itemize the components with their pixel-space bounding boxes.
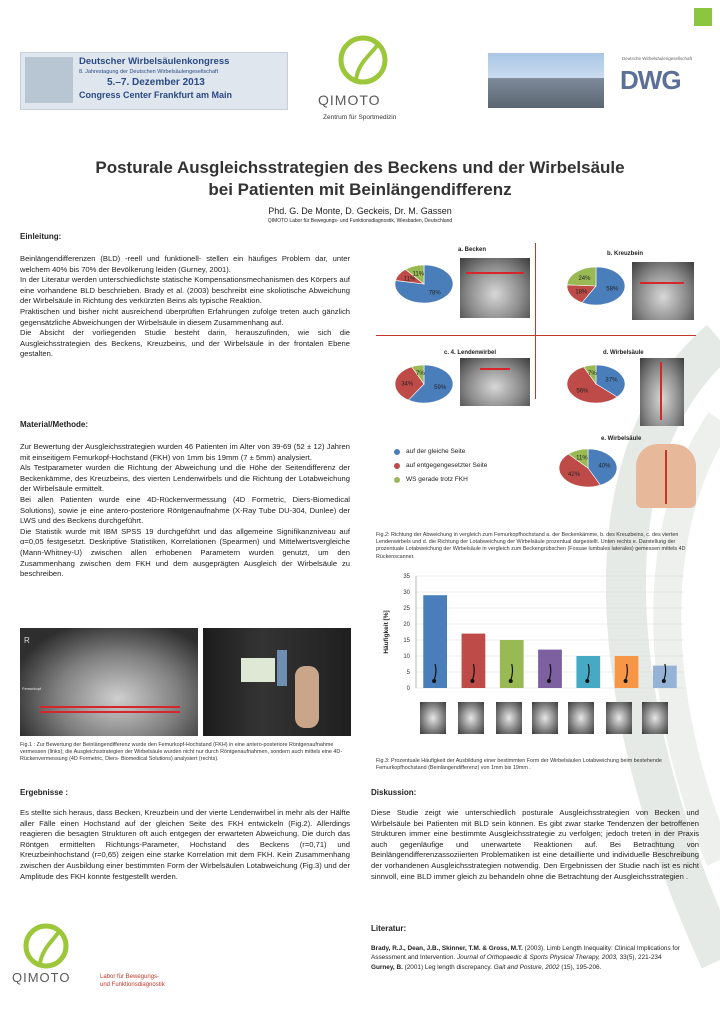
discussion-text: Diese Studie zeigt wie unterschiedlich posturale Ausgleichsstrategien von Becken und Wirbelsäule bei Patienten mit BLD sein können. Es gibt zwar starke Tendenzen der betroffenen Strukturen immer eine bestimmte Ausgleichsstrategie zu verfolgen; jedoch treten in der Praxis auch gegenläufige und unerwartete Reaktionen auf. Bei Betrachtung von Beinlängendifferenzassoziierten Problematiken ist eine detaillierte und individuelle Beschreibung der vorhandenen Ausgleichsstrategien notwendig. Den Ergebnissen der Studie nach ist es nicht sinnvoll, eine BLD immer gleich zu behandeln ohne die Betrachtung der Ausgleichsstrategien . [371,808,699,881]
pie-slice-label: 7% [587,371,597,378]
methods-paragraph: Als Testparameter wurden die Richtung der Abweichung und die Höhe der Seitendifferenz der Beckenkämme, des Kreuzbeins, des vierten Lendenwirbels und die Richtung der Lotabweichung der Wirbelsäule ermittelt. [20,463,350,494]
pie-slice-label: 18% [575,289,588,296]
intro-paragraph: Die Absicht der vorliegenden Studie besteht darin, herauszufinden, wie sich die Ausgleichsstrategien des Beckens, Kreuzbeins, und der Wirbelsäule in der frontalen Ebene gestalten. [20,328,350,359]
pie-slice-label: 59% [434,385,447,392]
pie-chart-e [556,446,620,490]
reference-title: (2003). Limb Length Inequality: Clinical Implications for Assessment and Intervention. [371,945,680,961]
org-name: QIMOTO [318,92,381,108]
pie-slice-label: 11% [412,271,425,278]
congress-date: 5.–7. Dezember 2013 [107,77,205,88]
spine-form-thumbnail [496,702,522,734]
poster-title-line1: Posturale Ausgleichsstrategien des Beckens und der Wirbelsäule [95,158,625,177]
intro-paragraph: Praktischen und bisher nicht ausreichend überprüften Erfahrungen zufolge treten auch gänzlich gegensätzliche Abweichungen der Wirbelsäule in diesem Zusammenhang auf. [20,306,350,327]
pie-slice-label: 58% [606,286,619,293]
y-tick-label: 20 [403,622,410,628]
spine-base-icon [585,679,589,683]
spine-base-icon [624,679,628,683]
spine-line [665,450,667,504]
panel-e-label: e. Wirbelsäule [601,436,642,442]
y-tick-label: 35 [403,574,410,580]
xray-lumbar-c [460,358,530,406]
qimoto-leaf-logo-icon [14,920,84,1000]
plumb-line [660,362,662,420]
methods-paragraph: Zur Bewertung der Ausgleichsstrategien wurden 46 Patienten im Alter von 39-69 (52 ± 12) Jahren mit einseitigem Femurkopf-Hochstand (FKH) von 1mm bis 19mm (7 ± 5mm) analysiert. [20,442,350,462]
reference-authors: Brady, R.J., Dean, J.B., Skinner, T.M. & Gross, M.T. [371,945,523,952]
y-tick-label: 0 [406,686,410,692]
reference-journal: Journal of Orthopaedic & Sports Physical Therapy, 2003, [456,954,618,961]
pie-slice-label: 24% [578,275,591,282]
y-tick-label: 15 [403,638,410,644]
pie-chart-b [564,264,628,308]
qimoto-leaf-logo-icon [328,32,398,122]
intro-heading: Einleitung: [20,232,62,241]
congress-title: Deutscher Wirbelsäulenkongress [79,56,230,67]
authors: Phd. G. De Monte, D. Geckeis, Dr. M. Gassen [268,206,452,216]
fig2-caption: Fig.2: Richtung der Abweichung in vergleich zum Femurkopfhochstand a. der Beckenkämme, b. des Kreuzbeins, c. des vierten Lendenwirbels und d. die Richtung der Lotabweichung der Wirbelsäule prozentual dargestellt. Unten rechts e. Darstellung der prozentuale Lotabweichung der Wirbelsäule in vergleich zum Beckengrübschen (Fossae lumbales laterales) gemessen mittels 4D Rückenscanner. [376,532,686,560]
xray-spine-d [640,358,684,426]
pie-slice-label: 11% [403,276,416,283]
spine-base-icon [470,679,474,683]
discussion-heading: Diskussion: [371,788,417,797]
legend-swatch [394,449,400,455]
measurement-line [640,282,684,284]
congress-venue: Congress Center Frankfurt am Main [79,90,233,100]
references [371,944,699,973]
panel-c-label: c. 4. Lendenwirbel [444,350,497,356]
congress-banner [20,52,288,110]
congress-subtitle: 8. Jahrestagung der Deutschen Wirbelsäulengesellschaft [79,69,219,75]
dwg-logo-text: DWG [620,65,681,95]
pie-chart-d [564,362,628,406]
pie-chart-c [392,362,456,406]
fig3-bar-chart [376,568,696,698]
panel-d-label: d. Wirbelsäule [603,350,644,356]
legend-label: WS gerade trotz FKH [406,476,468,483]
bottom-org-name: QIMOTO [12,970,71,985]
affiliation: QIMOTO Labor für Bewegungs- und Funktionsdiagnostik, Wiesbaden, Deutschland [267,218,453,224]
spine-form-thumbnail [642,702,668,734]
panel-a-label: a. Becken [458,247,487,253]
y-tick-label: 25 [403,606,410,612]
spine-form-thumbnail [458,702,484,734]
quadrant-divider [376,335,696,336]
frankfurt-skyline-image [488,53,604,108]
monitor-screen [241,658,275,682]
spine-form-thumbnail [420,702,446,734]
pie-slice-label: 56% [576,388,589,395]
pie-slice-label: 11% [576,455,588,462]
org-subtitle: Zentrum für Sportmedizin [323,114,397,121]
reference-authors: Gurney, B. [371,964,403,971]
methods-heading: Material/Methode: [20,420,89,429]
pie-chart-a [392,262,456,306]
intro-paragraph: In der Literatur werden unterschiedlichste statische Kompensationsmechanismen des Körpers auf eine vorhandene BLD beschrieben. Brady et al. (2003) beschreibt eine skoliotische Abweichung der Wirbelsäule in Richtung des verkürzten Beins als typische Reaktion. [20,275,350,306]
spine-base-icon [509,679,513,683]
dwg-small-text: Deutsche Wirbelsäulengesellschaft [622,56,693,61]
literature-heading: Literatur: [371,924,407,933]
reference-item [371,944,699,962]
pie-slice-label: 7% [415,371,425,378]
reference-pages: (15), 195-206. [561,964,602,971]
spine-base-icon [662,679,666,683]
spine-base-icon [547,679,551,683]
bar [615,656,639,688]
scanner-tower [277,650,287,686]
measurement-line [40,706,180,708]
methods-paragraph: Die Statistik wurde mit IBM SPSS 19 durchgeführt und das allgemeine Signifikanzniveau auf α=0,05 festgesetzt. Deskriptive Statistiken, Korrelationen (Spearmen) und Mittelwertsvergleiche (Mann-Whitney-U) zwischen allen erhobenen Parametern wurden genutzt, um den Zusammenhang zwischen dem FKH und dem ausgeprägten Ausgleich der Wirbelsäule zu beschreiben. [20,526,350,579]
bottom-org-line1: Labor für Bewegungs- [100,974,160,980]
back-scan-image [636,444,696,508]
methods-paragraph: Bei allen Patienten wurde eine 4D-Rückenvermessung (4D Formetric, Diers-Biomedical Solutions), sowie je eine antero-posteriore Röntgenaufnahme (X-Ray Tube DU-304, Dunlee) der LWS und des Beckens durchgeführt. [20,494,350,526]
congress-logo-icon [25,57,73,103]
pie-slice-label: 34% [401,381,414,388]
bar [576,656,600,688]
legend-label: auf entgegengesetzter Seite [406,462,488,469]
results-text: Es stellte sich heraus, dass Becken, Kreuzbein und der vierte Lendenwirbel in mehr als der Hälfte aller Fälle einen Hochstand auf der gleichen Seite des FKH entwickeln (Fig.2). Allerdings reagieren die besagten Strukturen oft auch entgegen der erwarteten Abweichung. Die durch das Röntgen ermittelten Richtungs-Parameter, Hochstand des Beckens (r=0,71) und Kreuzbeinhochstand (r=0,65) zeigen eine starke Korrelation mit dem FKH. Kein Zusammenhang zwischen der Ausbildung einer bestimmten Form der Wirbelsäulen Lotabweichung (Fig.3) und der Amplitude des FKH konnte festgestellt werden. [20,808,350,881]
xray-pelvis-a [460,258,530,318]
y-tick-label: 30 [403,590,410,596]
y-tick-label: 5 [406,670,410,676]
fig3-caption: Fig.3: Prozentuale Häufigkeit der Ausbildung einer bestimmten Form der Wirbelsäulen Lotabweichung beim bestehende Femurkopfhochstand (Beinlängendifferenz) von 1mm bis 19mm . [376,758,662,772]
results-heading: Ergebnisse : [20,788,69,797]
intro-paragraph: Beinlängendifferenzen (BLD) -reell und funktionell- stellen ein häufiges Problem dar, unter welchem 40% bis 70% der Bevölkerung leiden (Gurney, 2001). [20,254,350,274]
reference-item [371,963,699,972]
legend-label: auf der gleiche Seite [406,448,466,455]
panel-b-label: b. Kreuzbein [607,251,644,257]
xray-side-marker: R [24,636,30,645]
pelvis-xray-image [20,628,198,736]
reference-journal: Gait and Posture, 2002 [493,964,560,971]
pie-slice-label: 78% [428,290,441,297]
xray-sacrum-b [632,262,694,320]
intro-text [20,254,350,360]
measurement-line [480,368,510,370]
dwg-banner [488,53,700,108]
legend-swatch [394,477,400,483]
spine-form-thumbnail [568,702,594,734]
reference-pages: 33(5), 221-234 [619,954,662,961]
measurement-line [466,272,524,274]
patient-figure [295,666,319,728]
reference-title: (2001) Leg length discrepancy. [404,964,492,971]
spine-form-thumbnail [606,702,632,734]
corner-accent [694,8,712,26]
spine-form-thumbnail [532,702,558,734]
fig1-caption: Fig.1 : Zur Bewertung der Beinlängendifferenz wurde den Femurkopf-Hochstand (FKH) in eine antero-posteriore Röntgenaufnahme vermessen (links); die Ausgleichsstrategien der Wirbelsäule wurden nicht nur durch Röntgenaufnahmen, sondern auch mittels eine 4D-Rückenvermessung (4D Formetric, Diers- Biomedical Solutions) analysiert (rechts). [20,742,343,763]
spine-base-icon [432,679,436,683]
y-axis-label: Häufigkeit [%] [383,610,390,654]
xray-overlay-label: Femurkopf [22,686,42,691]
poster-title-line2: bei Patienten mit Beinlängendifferenz [208,180,512,199]
measurement-line [40,711,180,713]
4d-scanner-photo [203,628,351,736]
quadrant-divider [535,243,536,399]
methods-text [20,442,350,580]
legend-swatch [394,463,400,469]
pie-slice-label: 40% [598,463,611,470]
bottom-org-line2: und Funktionsdiagnostik [100,982,165,988]
pie-slice-label: 42% [568,472,581,479]
pie-slice-label: 37% [605,377,618,384]
y-tick-label: 10 [403,654,410,660]
